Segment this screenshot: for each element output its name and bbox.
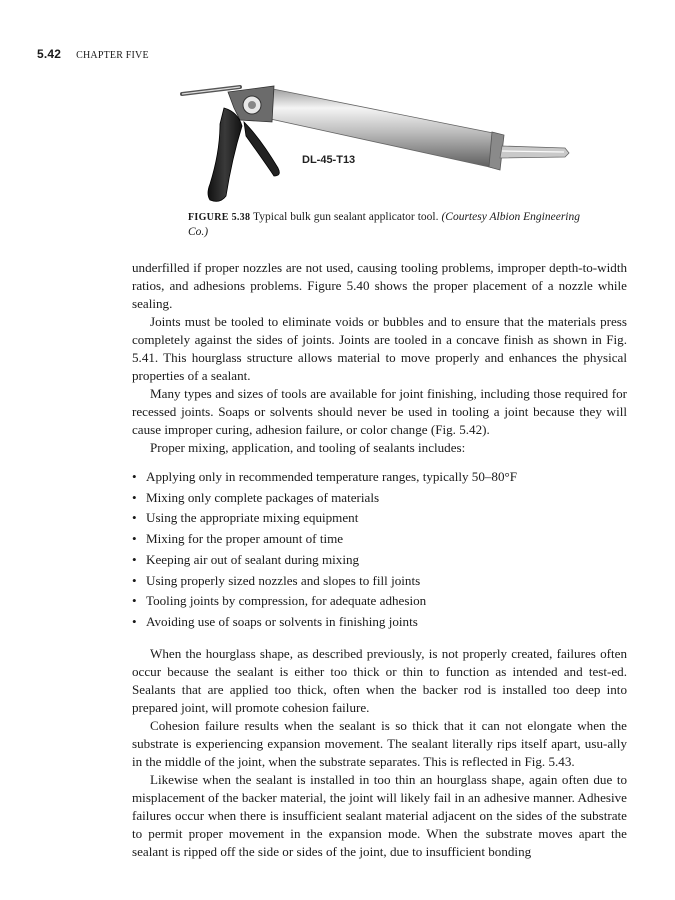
figure-caption <box>188 210 580 239</box>
list-item: • Tooling joints by compression, for adequate adhesion <box>132 591 627 612</box>
caption-credit: (Courtesy Albion Engineering Co.) <box>188 211 581 238</box>
bullet-icon: • <box>132 551 137 567</box>
paragraph: underfilled if proper nozzles are not used, causing tooling problems, improper depth-to-width ratios, and adhesions problems. Figure 5.40 shows the proper placement of a nozzle while sealing. <box>132 260 627 311</box>
paragraph: Joints must be tooled to eliminate voids or bubbles and to ensure that the materials press completely against the sides of joints. Joints are tooled in a concave finish as shown in Fig. 5.41. This hourglass structure allows material to move properly and enhances the physical properties of a sealant. <box>132 314 627 383</box>
bullet-icon: • <box>132 510 137 526</box>
caulking-gun-illustration <box>180 78 580 208</box>
chapter-title: CHAPTER FIVE <box>76 50 149 61</box>
list-item: • Mixing only complete packages of materials <box>132 488 627 509</box>
bullet-icon: • <box>132 572 137 588</box>
paragraph: Cohesion failure results when the sealant is so thick that it can not elongate when the substrate is experiencing expansion movement. The sealant literally rips itself apart, usu-ally in the middle of the joint, when the substrate separates. This is reflected in Fig. 5.43. <box>132 717 627 769</box>
list-item: • Keeping air out of sealant during mixing <box>132 550 627 571</box>
figure-sealant-gun <box>180 78 580 208</box>
running-header <box>37 47 149 61</box>
list-item: • Using the appropriate mixing equipment <box>132 508 627 529</box>
bullet-icon: • <box>132 593 137 609</box>
bullet-icon: • <box>132 489 137 505</box>
list-item: • Applying only in recommended temperature ranges, typically 50–80°F <box>132 467 627 488</box>
figure-label: FIGURE 5.38 <box>188 212 251 223</box>
page-number: 5.42 <box>37 47 62 61</box>
paragraph: Likewise when the sealant is installed in too thin an hourglass shape, again often due to misplacement of the backer material, the joint will likely fail in an adhesive manner. Adhesive failures occur when there is insufficient sealant material adjacent on the sides of the substrate to permit proper movement in the expansion mode. When the substrate moves apart the sealant is ripped off the side or sides of the joint, due to insufficient bonding <box>132 771 627 859</box>
list-item: • Mixing for the proper amount of time <box>132 529 627 550</box>
paragraph: Proper mixing, application, and tooling of sealants includes: <box>150 440 466 455</box>
bullet-icon: • <box>132 531 137 547</box>
body-text <box>132 259 627 861</box>
gun-model-label: DL-45-T13 <box>302 154 356 166</box>
list-item: • Avoiding use of soaps or solvents in finishing joints <box>132 612 627 633</box>
caption-text: Typical bulk gun sealant applicator tool. <box>253 211 439 223</box>
paragraph: Many types and sizes of tools are available for joint finishing, including those required for recessed joints. Soaps or solvents should never be used in tooling a joint because they will cause improper curing, adhesion failure, or color change (Fig. 5.42). <box>132 386 627 437</box>
paragraph: When the hourglass shape, as described previously, is not properly created, failures often occur because the sealant is either too thick or thin to function as intended and test-ed. Sealants that are applied too thick, often when the backer rod is installed too deep into prepared joint, will promote cohesion failure. <box>132 645 627 715</box>
bullet-icon: • <box>132 469 137 484</box>
bullet-list <box>132 467 627 633</box>
bullet-icon: • <box>132 613 137 629</box>
list-item: • Using properly sized nozzles and slopes to fill joints <box>132 571 627 592</box>
